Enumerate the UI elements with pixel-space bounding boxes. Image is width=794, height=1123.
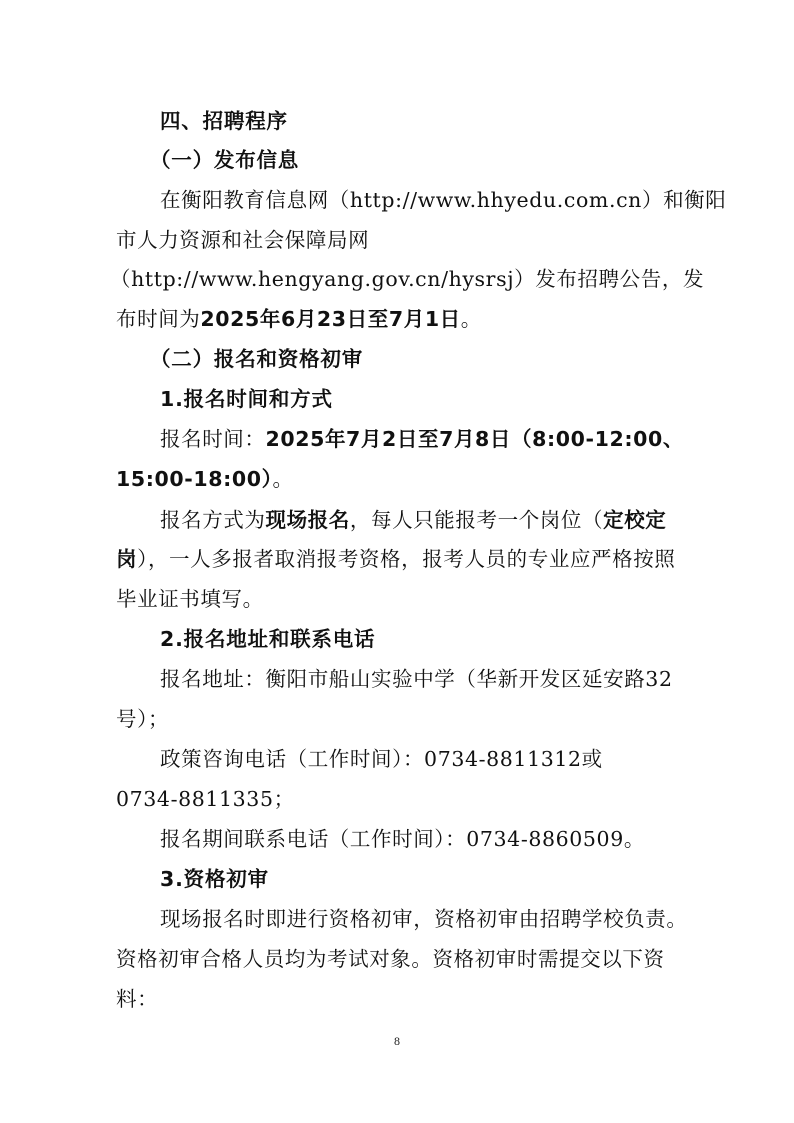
fixed-school-post-cont: 岗: [116, 547, 138, 571]
text-run: ），一人多报者取消报考资格，报考人员的专业应严格按照: [137, 547, 676, 571]
paragraph-line: [160, 426, 684, 452]
paragraph-line: 资格初审合格人员均为考试对象。资格初审时需提交以下资: [116, 947, 665, 971]
subsection-heading-registration: （二）报名和资格初审: [150, 347, 363, 371]
paragraph-line: 毕业证书填写。: [116, 587, 264, 611]
fixed-school-post: 定校定: [603, 508, 667, 532]
paragraph-line: [116, 546, 675, 572]
paragraph-line: 报名期间联系电话（工作时间）：0734-8860509。: [160, 827, 645, 851]
section-heading: 四、招聘程序: [160, 109, 288, 133]
text-run: 报名方式为: [160, 508, 266, 532]
paragraph-line: 号）；: [116, 707, 170, 731]
paragraph-line: [116, 466, 294, 492]
text-run: 。: [272, 467, 294, 491]
paragraph-line: 市人力资源和社会保障局网: [116, 228, 370, 252]
page-number: 8: [394, 1034, 400, 1048]
paragraph-line: 报名地址：衡阳市船山实验中学（华新开发区延安路32: [160, 667, 673, 691]
text-run: ，每人只能报考一个岗位（: [349, 508, 604, 532]
paragraph-line: （http://www.hengyang.gov.cn/hysrsj）发布招聘公告，发: [110, 267, 705, 291]
subsection-heading-release: （一）发布信息: [150, 148, 300, 172]
paragraph-line: 料：: [116, 987, 159, 1011]
item-heading-address-phone: 2.报名地址和联系电话: [160, 627, 376, 651]
paragraph-line: [160, 507, 666, 533]
text-run: 报名时间：: [160, 427, 266, 451]
paragraph-line: 现场报名时即进行资格初审，资格初审由招聘学校负责。: [160, 907, 688, 931]
text-run: 布时间为: [116, 307, 201, 331]
paragraph-line: 政策咨询电话（工作时间）：0734-8811312或: [160, 747, 603, 771]
text-run: 。: [460, 307, 482, 331]
paragraph-line: [116, 306, 482, 332]
item-heading-qualification: 3.资格初审: [160, 867, 269, 891]
onsite-registration: 现场报名: [265, 508, 350, 532]
paragraph-line: 0734-8811335；: [116, 787, 295, 811]
registration-time-cont: 15:00-18:00）: [116, 467, 273, 491]
item-heading-time-method: 1.报名时间和方式: [160, 387, 333, 411]
paragraph-line: 在衡阳教育信息网（http://www.hhyedu.com.cn）和衡阳: [160, 188, 727, 212]
registration-time: 2025年7月2日至7月8日（8:00-12:00、: [265, 427, 684, 451]
release-dates: 2025年6月23日至7月1日: [200, 307, 461, 331]
